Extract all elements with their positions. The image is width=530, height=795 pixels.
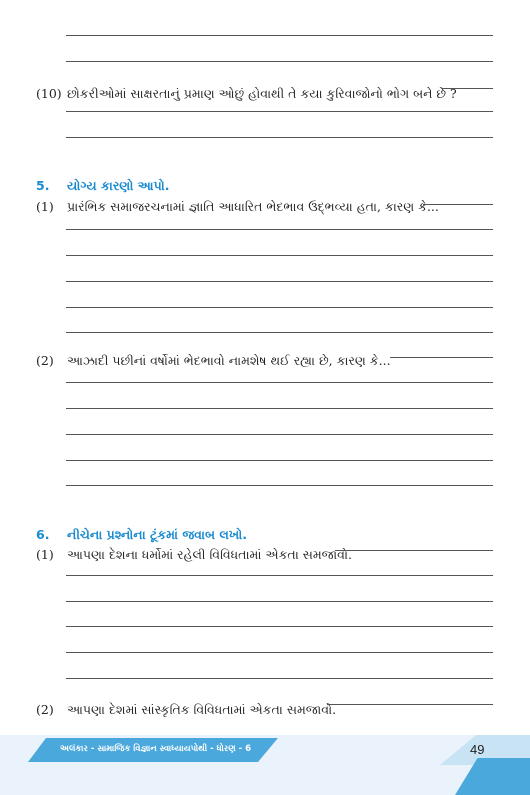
answer-line	[335, 550, 493, 551]
answer-line	[66, 485, 493, 486]
question-text: આપણા દેશમાં સાંસ્કૃતિક વિવિધતામાં એકતા સમજાવો.	[67, 702, 337, 717]
answer-line	[66, 382, 493, 383]
section-number: 6.	[36, 527, 50, 542]
answer-line	[66, 575, 493, 576]
question-number: (10)	[36, 86, 62, 101]
answer-line	[66, 460, 493, 461]
answer-line	[66, 111, 493, 112]
answer-line	[66, 408, 493, 409]
answer-line	[327, 704, 493, 705]
answer-line	[423, 204, 493, 205]
question-text: છોકરીઓમાં સાક્ષરતાનું પ્રમાણ ઓછું હોવાથી તે કયા કુરિવાજોનો ભોગ બને છે ?	[67, 86, 457, 101]
answer-line	[66, 137, 493, 138]
question-number: (2)	[36, 353, 54, 368]
answer-line	[66, 626, 493, 627]
answer-line	[66, 229, 493, 230]
page-number: 49	[470, 742, 485, 757]
question-text: આઝાદી પછીનાં વર્ષોમાં ભેદભાવો નામશેષ થઈ રહ્યા છે, કારણ કે...	[67, 353, 391, 368]
section-title: યોગ્ય કારણો આપો.	[67, 178, 170, 193]
section-number: 5.	[36, 178, 50, 193]
answer-line	[66, 35, 493, 36]
answer-line	[390, 357, 493, 358]
section-title: નીચેના પ્રશ્નોના ટૂંકમાં જવાબ લખો.	[67, 527, 247, 542]
footer-book-title: અલંકાર - સામાજિક વિજ્ઞાન સ્વાધ્યાયપોથી - ધોરણ - 6	[60, 744, 252, 754]
answer-line	[66, 255, 493, 256]
answer-line	[66, 332, 493, 333]
question-number: (1)	[36, 199, 54, 214]
question-number: (1)	[36, 547, 54, 562]
question-text: પ્રારંભિક સમાજરચનામાં જ્ઞાતિ આધારિત ભેદભાવ ઉદ્‌ભવ્યા હતા, કારણ કે...	[67, 199, 439, 214]
answer-line	[66, 61, 493, 62]
answer-line	[66, 281, 493, 282]
answer-line	[66, 678, 493, 679]
answer-line	[66, 601, 493, 602]
question-number: (2)	[36, 702, 54, 717]
answer-line	[442, 88, 493, 89]
answer-line	[66, 652, 493, 653]
question-text: આપણા દેશના ધર્મોમાં રહેલી વિવિધતામાં એકતા સમજાવો.	[67, 547, 353, 562]
answer-line	[66, 434, 493, 435]
answer-line	[66, 307, 493, 308]
